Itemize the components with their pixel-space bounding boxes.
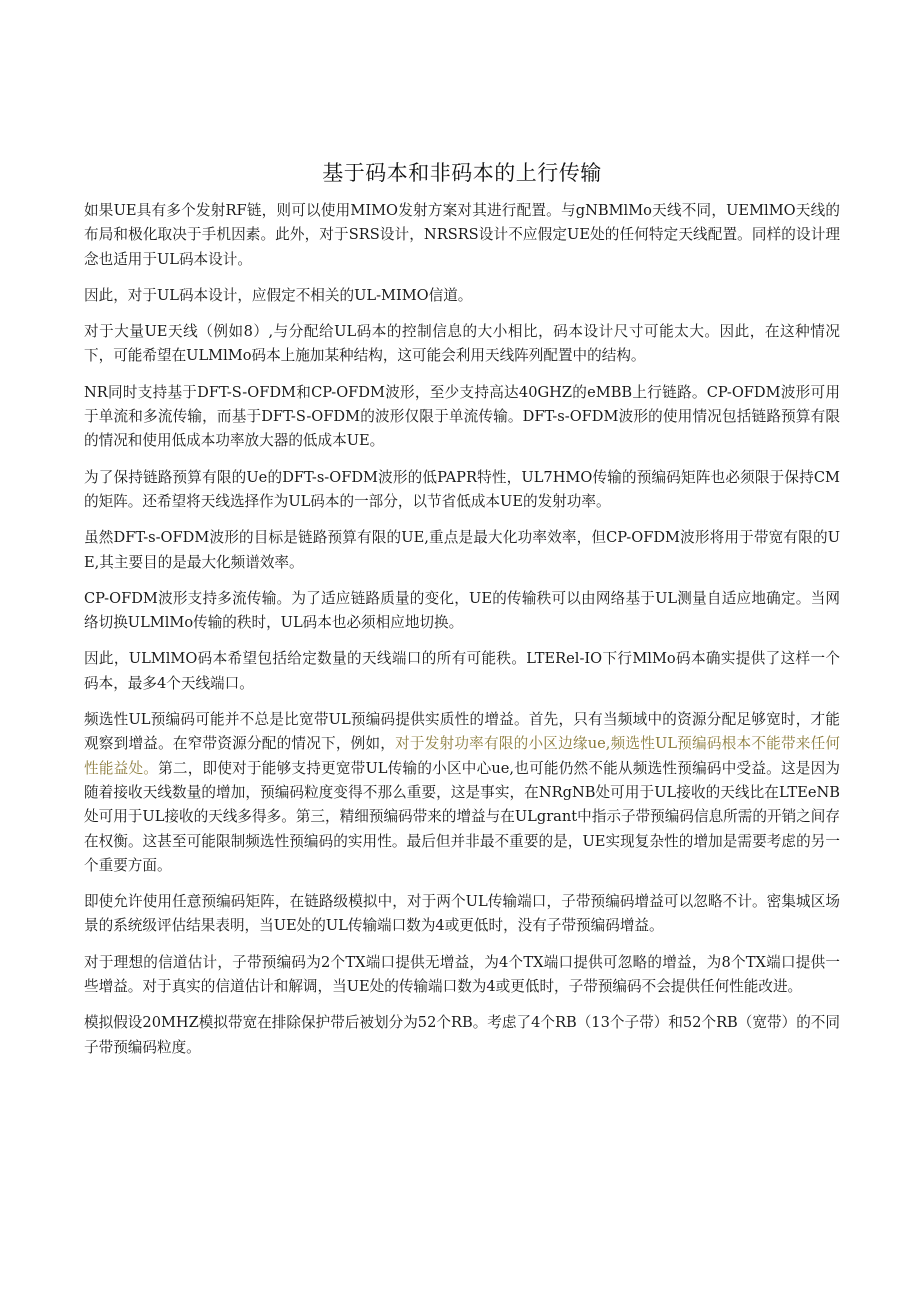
- document-page: [84, 0, 840, 1060]
- paragraph-4: NR同时支持基于DFT-S-OFDM和CP-OFDM波形，至少支持高达40GHZ的eMBB上行链路。CP-OFDM波形可用于单流和多流传输，而基于DFT-S-OFDM的波形仅限于单流传输。DFT-s-OFDM波形的使用情况包括链路预算有限的情况和使用低成本功率放大器的低成本UE。: [84, 383, 840, 450]
- highlighted-sentence: 对于发射功率有限的小区边缘ue,频选性UL预编码根本不能带来任何性能益处。: [84, 735, 840, 777]
- paragraph-5: 为了保持链路预算有限的Ue的DFT-s-OFDM波形的低PAPR特性，UL7HMO传输的预编码矩阵也必须限于保持CM的矩阵。还希望将天线选择作为UL码本的一部分，以节省低成本UE的发射功率。: [84, 468, 840, 510]
- document-title: 基于码本和非码本的上行传输: [322, 161, 602, 185]
- paragraph-2: 因此，对于UL码本设计，应假定不相关的UL-MIMO信道。: [84, 286, 473, 304]
- paragraph-7: CP-OFDM波形支持多流传输。为了适应链路质量的变化，UE的传输秩可以由网络基于UL测量自适应地确定。当网络切换ULMlMo传输的秩时，UL码本也必须相应地切换。: [84, 589, 840, 632]
- paragraph-9-rest: 第二，即使对于能够支持更宽带UL传输的小区中心ue,也可能仍然不能从频选性预编码中受益。这是因为随着接收天线数量的增加，预编码粒度变得不那么重要，这是事实，在NRgNB处可用于UL接收的天线比在LTEeNB处可用于UL接收的天线多得多。第三，精细预编码带来的增益与在ULgrant中指示子带预编码信息所需的开销之间存在权衡。这甚至可能限制频选性预编码的实用性。最后但并非最不重要的是，UE实现复杂性的增加是需要考虑的另一个重要方面。: [84, 759, 840, 874]
- paragraph-11: 对于理想的信道估计，子带预编码为2个TX端口提供无增益，为4个TX端口提供可忽略的增益，为8个TX端口提供一些增益。对于真实的信道估计和解调，当UE处的传输端口数为4或更低时，子带预编码不会提供任何性能改进。: [84, 953, 840, 996]
- paragraph-3: 对于大量UE天线（例如8）,与分配给UL码本的控制信息的大小相比，码本设计尺寸可能太大。因此，在这种情况下，可能希望在ULMlMo码本上施加某种结构，这可能会利用天线阵列配置中的结构。: [84, 323, 840, 365]
- paragraph-1: 如果UE具有多个发射RF链，则可以使用MIMO发射方案对其进行配置。与gNBMlMo天线不同，UEMlMO天线的布局和极化取决于手机因素。此外，对于SRS设计，NRSRS设计不应假定UE处的任何特定天线配置。同样的设计理念也适用于UL码本设计。: [84, 202, 840, 268]
- paragraph-8: 因此，ULMlMO码本希望包括给定数量的天线端口的所有可能秩。LTERel-IO下行MlMo码本确实提供了这样一个码本，最多4个天线端口。: [84, 650, 840, 692]
- paragraph-9: [84, 708, 840, 878]
- paragraph-6: 虽然DFT-s-OFDM波形的目标是链路预算有限的UE,重点是最大化功率效率，但CP-OFDM波形将用于带宽有限的UE,其主要目的是最大化频谱效率。: [84, 529, 840, 571]
- paragraph-9-lead: 频选性UL预编码可能并不总是比宽带UL预编码提供实质性的增益。首先，只有当频域中的资源分配足够宽时，才能观察到增益。在窄带资源分配的情况下，例如，: [84, 711, 840, 753]
- paragraph-12: 模拟假设20MHZ模拟带宽在排除保护带后被划分为52个RB。考虑了4个RB（13个子带）和52个RB（宽带）的不同子带预编码粒度。: [84, 1014, 840, 1056]
- paragraph-10: 即使允许使用任意预编码矩阵，在链路级模拟中，对于两个UL传输端口，子带预编码增益可以忽略不计。密集城区场景的系统级评估结果表明，当UE处的UL传输端口数为4或更低时，没有子带预编码增益。: [84, 893, 840, 935]
